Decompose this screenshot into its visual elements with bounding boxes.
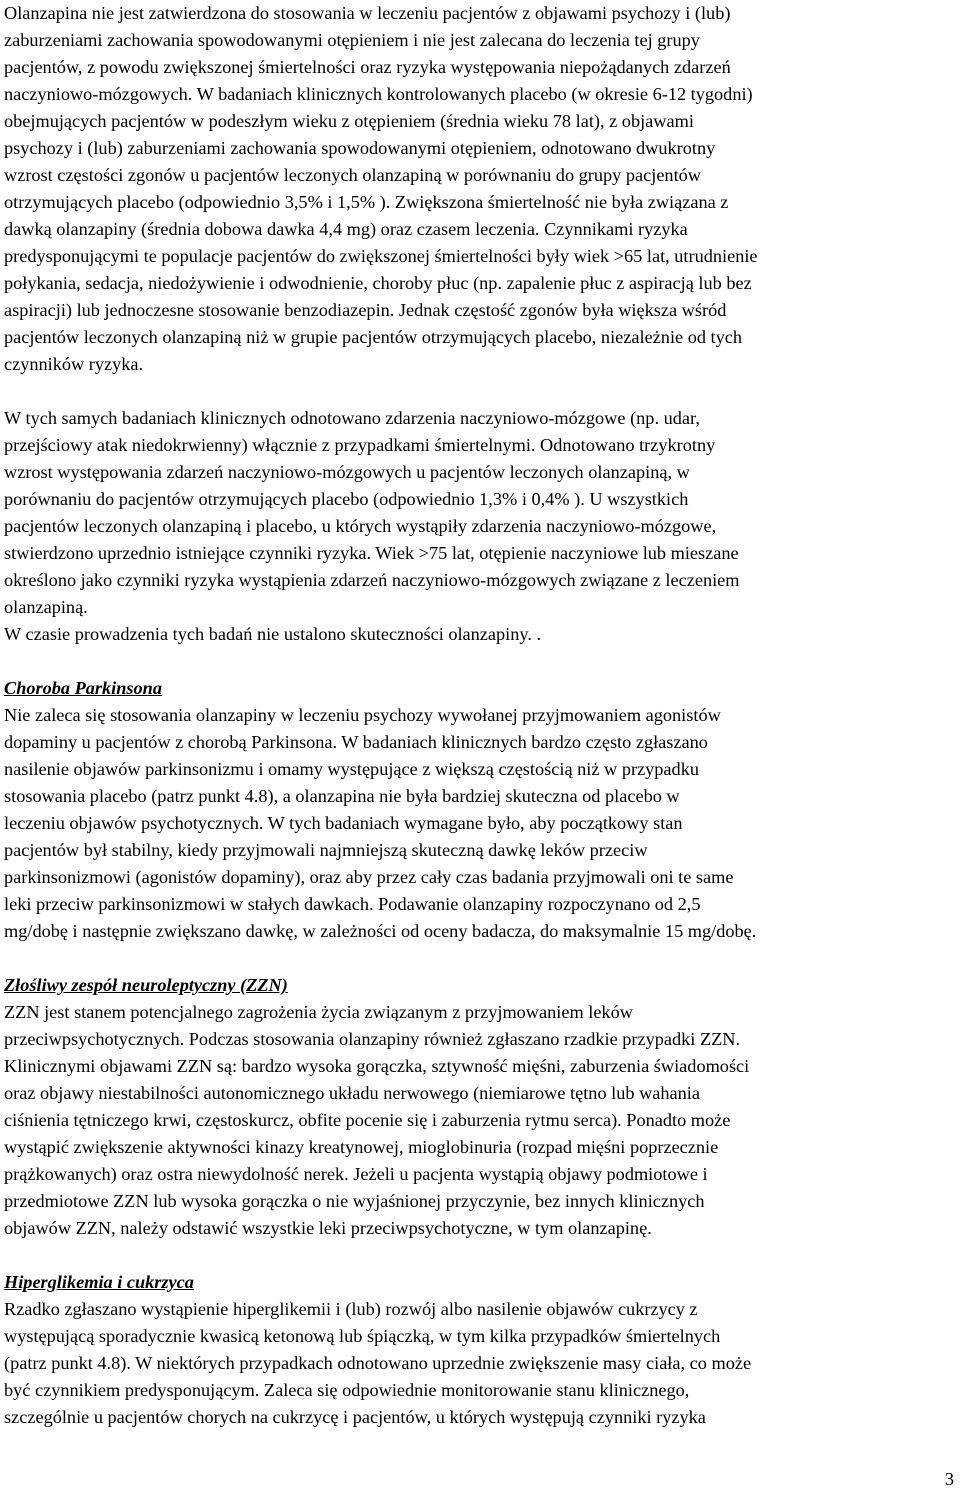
section-heading-hyperglycemia: Hiperglikemia i cukrzyca: [4, 1272, 194, 1292]
text-line: aspiracji) lub jednoczesne stosowanie benzodiazepin. Jednak częstość zgonów była większa wśród: [4, 300, 727, 320]
text-line: szczególnie u pacjentów chorych na cukrzycę i pacjentów, u których występują czynniki ryzyka: [4, 1407, 706, 1427]
paragraph-cerebrovascular: [4, 405, 954, 648]
text-line: olanzapiną.: [4, 597, 88, 617]
text-line: Olanzapina nie jest zatwierdzona do stosowania w leczeniu pacjentów z objawami psychozy i (lub): [4, 3, 731, 23]
text-line: pacjentów był stabilny, kiedy przyjmowali najmniejszą skuteczną dawkę leków przeciw: [4, 840, 648, 860]
paragraph-spacer: [4, 945, 954, 972]
text-line: występującą sporadycznie kwasicą ketonową lub śpiączką, w tym kilka przypadków śmiertelnych: [4, 1326, 721, 1346]
text-line: oraz objawy niestabilności autonomicznego układu nerwowego (niemiarowe tętno lub wahania: [4, 1083, 700, 1103]
text-line: mg/dobę i następnie zwiększano dawkę, w zależności od oceny badacza, do maksymalnie 15 mg/dobę.: [4, 921, 757, 941]
text-line: Rzadko zgłaszano wystąpienie hiperglikemii i (lub) rozwój albo nasilenie objawów cukrzycy z: [4, 1299, 698, 1319]
text-line: stwierdzono uprzednio istniejące czynniki ryzyka. Wiek >75 lat, otępienie naczyniowe lub mieszane: [4, 543, 739, 563]
text-line: prążkowanych) oraz ostra niewydolność nerek. Jeżeli u pacjenta wystąpią objawy podmiotowe i: [4, 1164, 708, 1184]
text-line: pacjentów, z powodu zwiększonej śmiertelności oraz ryzyka występowania niepożądanych zdarzeń: [4, 57, 731, 77]
text-line: (patrz punkt 4.8). W niektórych przypadkach odnotowano uprzednie zwiększenie masy ciała, co może: [4, 1353, 752, 1373]
paragraph-nms: [4, 999, 954, 1242]
text-line: ciśnienia tętniczego krwi, częstoskurcz, obfite pocenie się i zaburzenia rytmu serca). Ponadto może: [4, 1110, 731, 1130]
text-line: otrzymujących placebo (odpowiednio 3,5% i 1,5% ). Zwiększona śmiertelność nie była związana z: [4, 192, 729, 212]
paragraph-spacer: [4, 378, 954, 405]
text-line: przeciwpsychotycznych. Podczas stosowania olanzapiny również zgłaszano rzadkie przypadki ZZN.: [4, 1029, 741, 1049]
text-line: czynników ryzyka.: [4, 354, 144, 374]
text-line: wystąpić zwiększenie aktywności kinazy kreatynowej, mioglobinuria (rozpad mięśni poprzecznie: [4, 1137, 719, 1157]
text-line: wzrost częstości zgonów u pacjentów leczonych olanzapiną w porównaniu do grupy pacjentów: [4, 165, 701, 185]
text-line: W czasie prowadzenia tych badań nie ustalono skuteczności olanzapiny. .: [4, 624, 542, 644]
text-line: stosowania placebo (patrz punkt 4.8), a olanzapina nie była bardziej skuteczna od placebo w: [4, 786, 680, 806]
paragraph-hyperglycemia: [4, 1296, 954, 1431]
text-line: wzrost występowania zdarzeń naczyniowo-mózgowych u pacjentów leczonych olanzapiną, w: [4, 462, 690, 482]
text-line: Klinicznymi objawami ZZN są: bardzo wysoka gorączka, sztywność mięśni, zaburzenia świadomości: [4, 1056, 750, 1076]
text-line: leki przeciw parkinsonizmowi w stałych dawkach. Podawanie olanzapiny rozpoczynano od 2,5: [4, 894, 701, 914]
page-number: 3: [944, 1469, 954, 1489]
text-line: połykania, sedacja, niedożywienie i odwodnienie, choroby płuc (np. zapalenie płuc z aspiracją lub bez: [4, 273, 752, 293]
text-line: być czynnikiem predysponującym. Zaleca się odpowiednie monitorowanie stanu klinicznego,: [4, 1380, 690, 1400]
text-line: zaburzeniami zachowania spowodowanymi otępieniem i nie jest zalecana do leczenia tej grupy: [4, 30, 700, 50]
text-line: dopaminy u pacjentów z chorobą Parkinsona. W badaniach klinicznych bardzo często zgłaszano: [4, 732, 708, 752]
text-line: dawką olanzapiny (średnia dobowa dawka 4,4 mg) oraz czasem leczenia. Czynnikami ryzyka: [4, 219, 688, 239]
text-line: Nie zaleca się stosowania olanzapiny w leczeniu psychozy wywołanej przyjmowaniem agonistów: [4, 705, 721, 725]
paragraph-spacer: [4, 648, 954, 675]
section-heading-parkinson: Choroba Parkinsona: [4, 678, 162, 698]
text-line: leczeniu objawów psychotycznych. W tych badaniach wymagane było, aby początkowy stan: [4, 813, 683, 833]
text-line: przedmiotowe ZZN lub wysoka gorączka o nie wyjaśnionej przyczynie, bez innych klinicznych: [4, 1191, 705, 1211]
text-line: objawów ZZN, należy odstawić wszystkie leki przeciwpsychotyczne, w tym olanzapinę.: [4, 1218, 652, 1238]
text-line: W tych samych badaniach klinicznych odnotowano zdarzenia naczyniowo-mózgowe (np. udar,: [4, 408, 700, 428]
text-line: parkinsonizmowi (agonistów dopaminy), oraz aby przez cały czas badania przyjmowali oni te same: [4, 867, 734, 887]
section-heading-nms: Złośliwy zespół neuroleptyczny (ZZN): [4, 975, 288, 995]
text-line: nasilenie objawów parkinsonizmu i omamy występujące z większą częstością niż w przypadku: [4, 759, 699, 779]
document-page: [4, 0, 954, 1431]
text-line: pacjentów leczonych olanzapiną niż w grupie pacjentów otrzymujących placebo, niezależnie od tych: [4, 327, 743, 347]
text-line: obejmujących pacjentów w podeszłym wieku z otępieniem (średnia wieku 78 lat), z objawami: [4, 111, 694, 131]
text-line: ZZN jest stanem potencjalnego zagrożenia życia związanym z przyjmowaniem leków: [4, 1002, 633, 1022]
text-line: naczyniowo-mózgowych. W badaniach klinicznych kontrolowanych placebo (w okresie 6-12 tygodni): [4, 84, 753, 104]
paragraph-dementia: [4, 0, 954, 378]
text-line: predysponującymi te populacje pacjentów do zwiększonej śmiertelności były wiek >65 lat, utrudnienie: [4, 246, 758, 266]
text-line: pacjentów leczonych olanzapiną i placebo, u których wystąpiły zdarzenia naczyniowo-mózgowe,: [4, 516, 717, 536]
text-line: psychozy i (lub) zaburzeniami zachowania spowodowanymi otępieniem, odnotowano dwukrotny: [4, 138, 716, 158]
paragraph-spacer: [4, 1242, 954, 1269]
text-line: określono jako czynniki ryzyka wystąpienia zdarzeń naczyniowo-mózgowych związane z leczeniem: [4, 570, 740, 590]
text-line: porównaniu do pacjentów otrzymujących placebo (odpowiednio 1,3% i 0,4% ). U wszystkich: [4, 489, 689, 509]
text-line: przejściowy atak niedokrwienny) włącznie z przypadkami śmiertelnymi. Odnotowano trzykrotny: [4, 435, 716, 455]
paragraph-parkinson: [4, 702, 954, 945]
